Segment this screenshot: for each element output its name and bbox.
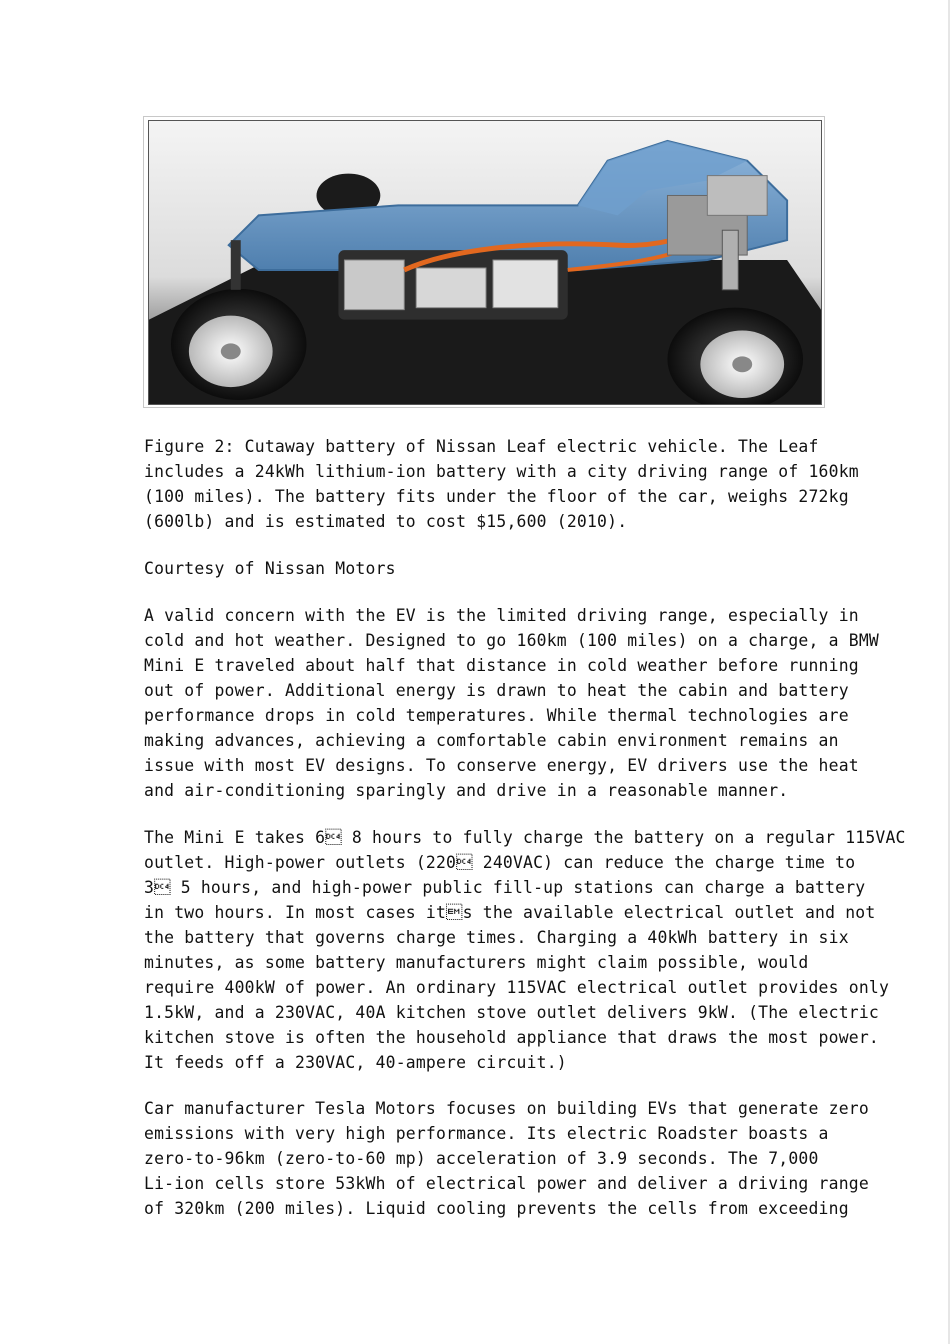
ev-chassis-cutaway-image (148, 120, 822, 405)
paragraph-line: making advances, achieving a comfortable cabin environment remains an (144, 731, 839, 750)
credit-line: Courtesy of Nissan Motors (144, 559, 396, 578)
figure-frame (143, 116, 825, 408)
image-credit (144, 556, 808, 581)
paragraph-line: zero-to-96km (zero-to-60 mp) acceleration of 3.9 seconds. The 7,000 (144, 1149, 819, 1168)
paragraph-line: Mini E traveled about half that distance in cold weather before running (144, 656, 859, 675)
paragraph-line: The Mini E takes 6 8 hours to fully charge the battery on a regular 115VAC (144, 828, 906, 847)
paragraph-charging (144, 825, 906, 1075)
ev-chassis-cutaway-photo (149, 121, 821, 404)
caption-line: Figure 2: Cutaway battery of Nissan Leaf electric vehicle. The Leaf (144, 437, 819, 456)
paragraph-line: of 320km (200 miles). Liquid cooling prevents the cells from exceeding (144, 1199, 849, 1218)
paragraph-line: 3 5 hours, and high-power public fill-up stations can charge a battery (144, 878, 866, 897)
paragraph-line: require 400kW of power. An ordinary 115VAC electrical outlet provides only (144, 978, 890, 997)
paragraph-line: kitchen stove is often the household appliance that draws the most power. (144, 1028, 879, 1047)
caption-line: (600lb) and is estimated to cost $15,600 (2010). (144, 512, 628, 531)
paragraph-line: in two hours. In most cases its the available electrical outlet and not (144, 903, 876, 922)
paragraph-line: Li-ion cells store 53kWh of electrical power and deliver a driving range (144, 1174, 869, 1193)
paragraph-tesla (144, 1096, 869, 1221)
paragraph-line: performance drops in cold temperatures. While thermal technologies are (144, 706, 849, 725)
paragraph-line: 1.5kW, and a 230VAC, 40A kitchen stove outlet delivers 9kW. (The electric (144, 1003, 879, 1022)
paragraph-line: It feeds off a 230VAC, 40-ampere circuit.) (144, 1053, 567, 1072)
paragraph-line: and air-conditioning sparingly and drive in a reasonable manner. (144, 781, 789, 800)
caption-line: includes a 24kWh lithium-ion battery with a city driving range of 160km (144, 462, 859, 481)
figure-caption (144, 434, 859, 534)
paragraph-line: minutes, as some battery manufacturers might claim possible, would (144, 953, 809, 972)
paragraph-line: cold and hot weather. Designed to go 160km (100 miles) on a charge, a BMW (144, 631, 879, 650)
paragraph-line: outlet. High-power outlets (220 240VAC) can reduce the charge time to (144, 853, 856, 872)
paragraph-driving-range (144, 603, 879, 803)
paragraph-line: A valid concern with the EV is the limited driving range, especially in (144, 606, 859, 625)
paragraph-line: the battery that governs charge times. Charging a 40kWh battery in six (144, 928, 849, 947)
paragraph-line: Car manufacturer Tesla Motors focuses on building EVs that generate zero (144, 1099, 869, 1118)
caption-line: (100 miles). The battery fits under the floor of the car, weighs 272kg (144, 487, 849, 506)
paragraph-line: emissions with very high performance. Its electric Roadster boasts a (144, 1124, 829, 1143)
paragraph-line: issue with most EV designs. To conserve energy, EV drivers use the heat (144, 756, 859, 775)
paragraph-line: out of power. Additional energy is drawn to heat the cabin and battery (144, 681, 849, 700)
